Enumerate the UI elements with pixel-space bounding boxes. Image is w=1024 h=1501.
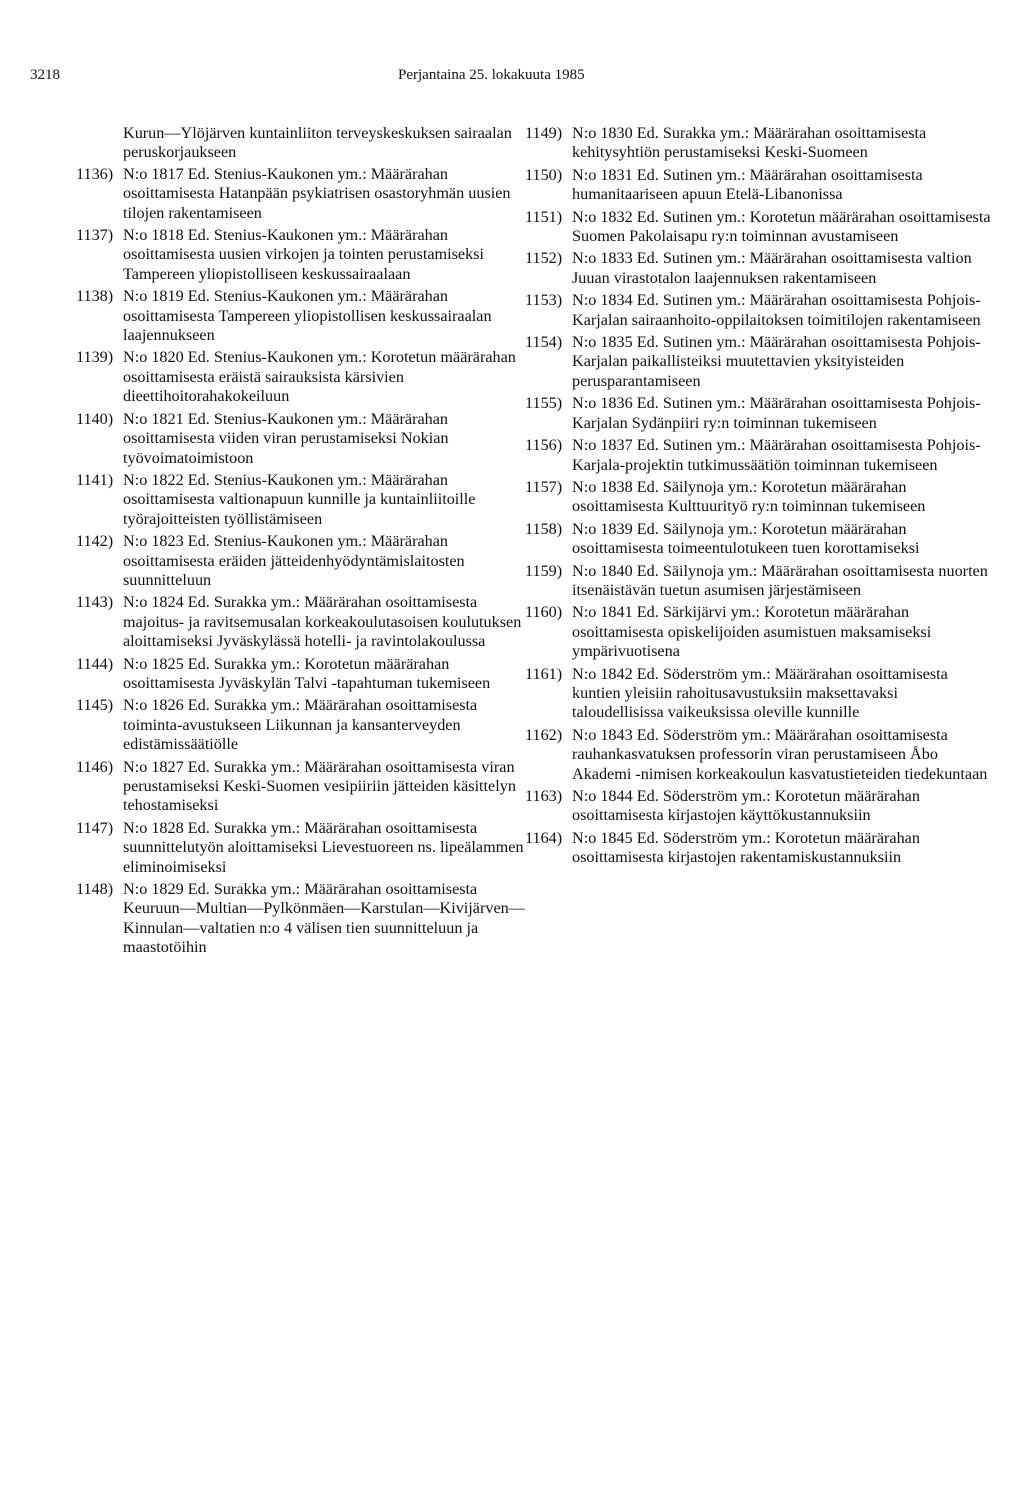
list-item [525, 249, 997, 288]
entry-text: N:o 1817 Ed. Stenius-Kaukonen ym.: Määrärahan osoittamisesta Hatanpään psykiatrisen osastoryhmän uusien tilojen rakentamiseen [123, 164, 511, 222]
entry-text: N:o 1843 Ed. Söderström ym.: Määrärahan osoittamisesta rauhankasvatuksen professorin viran perustamiseen Åbo Akademi -nimisen korkeakoulun kasvatustieteiden tiedekuntaan [572, 725, 988, 783]
list-item [76, 655, 538, 694]
list-item [525, 562, 997, 601]
entry-text: N:o 1834 Ed. Sutinen ym.: Määrärahan osoittamisesta Pohjois-Karjalan sairaanhoito-oppilaitoksen toimitilojen rakentamiseen [572, 291, 981, 329]
entry-text: N:o 1833 Ed. Sutinen ym.: Määrärahan osoittamisesta valtion Juuan virastotalon laajennuksen rakentamiseen [572, 249, 972, 287]
entry-number: 1138) [76, 287, 114, 306]
list-item [525, 520, 997, 559]
entry-text: N:o 1835 Ed. Sutinen ym.: Määrärahan osoittamisesta Pohjois-Karjalan paikallisteiksi muutettavien yksityisteiden perusparantamiseen [572, 333, 981, 390]
entry-number: 1144) [76, 654, 114, 673]
entry-text: N:o 1823 Ed. Stenius-Kaukonen ym.: Määrärahan osoittamisesta eräiden jätteidenhyödyntämislaitosten suunnitteluun [123, 532, 465, 589]
entry-number: 1154) [525, 333, 563, 352]
entry-text: N:o 1830 Ed. Surakka ym.: Määrärahan osoittamisesta kehitysyhtiön perustamiseksi Keski-Suomeen [572, 124, 927, 162]
entry-number: 1161) [525, 664, 563, 683]
entry-number: 1145) [76, 696, 114, 715]
list-item [76, 880, 538, 958]
entry-number: 1162) [525, 725, 563, 744]
entry-text: N:o 1831 Ed. Sutinen ym.: Määrärahan osoittamisesta humanitaariseen apuun Etelä-Libanonissa [572, 165, 923, 204]
entry-number: 1147) [76, 818, 114, 837]
list-item [525, 208, 997, 247]
entry-number: 1146) [76, 757, 114, 776]
list-item [76, 758, 538, 816]
entry-text: N:o 1824 Ed. Surakka ym.: Määrärahan osoittamisesta majoitus- ja ravitsemusalan korkeakoulutasoisen koulutuksen aloittamiseksi Jyväskylässä hotelli- ja ravintolakoulussa [123, 593, 522, 651]
entry-number: 1136) [76, 164, 114, 183]
entry-text: N:o 1839 Ed. Säilynoja ym.: Korotetun määrärahan osoittamisesta toimeentulotukeen tuen korottamiseksi [572, 519, 920, 558]
entry-text: N:o 1819 Ed. Stenius-Kaukonen ym.: Määrärahan osoittamisesta Tampereen yliopistollisen keskussairaalan laajennukseen [123, 287, 492, 345]
list-item [76, 532, 538, 590]
entry-text: N:o 1844 Ed. Söderström ym.: Korotetun määrärahan osoittamisesta kirjastojen käyttökustannuksiin [572, 787, 920, 825]
entry-text: N:o 1842 Ed. Söderström ym.: Määrärahan osoittamisesta kuntien yleisiin rahoitusavustuksiin maksettavaksi taloudellisissa vaikeuksissa oleville kunnille [572, 664, 948, 722]
entry-number: 1163) [525, 787, 563, 805]
entry-number: 1151) [525, 207, 563, 226]
entry-number: 1140) [76, 409, 114, 428]
list-item [525, 478, 997, 517]
entry-number: 1141) [76, 470, 114, 489]
entry-number: 1156) [525, 436, 563, 455]
entry-text: N:o 1832 Ed. Sutinen ym.: Korotetun määrärahan osoittamisesta Suomen Pakolaisapu ry:n toiminnan avustamiseen [572, 207, 991, 246]
entry-number: 1149) [525, 124, 563, 142]
list-item [76, 226, 538, 284]
page-number: 3218 [30, 67, 60, 83]
list-item [525, 394, 997, 433]
list-item [76, 410, 538, 468]
list-item [76, 819, 538, 877]
entry-number: 1152) [525, 249, 563, 268]
left-entry-list [76, 165, 538, 958]
entry-number: 1155) [525, 394, 563, 413]
list-item [76, 593, 538, 651]
entry-number: 1164) [525, 828, 563, 847]
entry-number: 1157) [525, 477, 563, 496]
entry-text: N:o 1836 Ed. Sutinen ym.: Määrärahan osoittamisesta Pohjois-Karjalan Sydänpiiri ry:n toiminnan tukemiseen [572, 394, 981, 432]
entry-number: 1159) [525, 561, 563, 580]
list-item [525, 166, 997, 205]
list-item [76, 287, 538, 345]
list-item [76, 471, 538, 529]
entry-text: N:o 1820 Ed. Stenius-Kaukonen ym.: Korotetun määrärahan osoittamisesta eräistä sairauksista kärsivien dieettihoitorahakokeiluun [123, 348, 516, 406]
list-item [525, 436, 997, 475]
list-item [525, 787, 997, 826]
list-item [76, 696, 538, 754]
entry-text: N:o 1829 Ed. Surakka ym.: Määrärahan osoittamisesta Keuruun—Multian—Pylkönmäen—Karstulan—Kivijärven—Kinnulan—valtatien n:o 4 välisen tien suunnitteluun ja maastotöihin [123, 880, 525, 957]
entry-text: N:o 1828 Ed. Surakka ym.: Määrärahan osoittamisesta suunnittelutyön aloittamiseksi Lievestuoreen ns. lipeälammen eliminoimiseksi [123, 818, 524, 876]
entry-text: N:o 1838 Ed. Säilynoja ym.: Korotetun määrärahan osoittamisesta Kulttuurityö ry:n toiminnan tukemiseen [572, 477, 926, 516]
entry-text: N:o 1837 Ed. Sutinen ym.: Määrärahan osoittamisesta Pohjois-Karjala-projektin tutkimussäätiön toiminnan tukemiseen [572, 436, 981, 474]
entry-text: N:o 1827 Ed. Surakka ym.: Määrärahan osoittamisesta viran perustamiseksi Keski-Suomen vesipiiriin jätteiden käsittelyn tehostamiseksi [123, 757, 516, 815]
entry-text: N:o 1818 Ed. Stenius-Kaukonen ym.: Määrärahan osoittamisesta uusien virkojen ja tointen perustamiseksi Tampereen yliopistolliseen keskussairaalaan [123, 226, 485, 283]
entry-text: N:o 1822 Ed. Stenius-Kaukonen ym.: Määrärahan osoittamisesta valtionapuun kunnille ja kuntainliitoille työrajoitteisten työllistämiseen [123, 470, 476, 528]
left-column [76, 124, 538, 961]
list-item [76, 348, 538, 406]
list-item [525, 291, 997, 330]
entry-number: 1160) [525, 603, 563, 622]
entry-number: 1137) [76, 226, 114, 245]
list-item [525, 726, 997, 784]
entry-text: N:o 1841 Ed. Särkijärvi ym.: Korotetun määrärahan osoittamisesta opiskelijoiden asumistuen maksamiseksi ympärivuotisena [572, 603, 932, 661]
list-item [525, 829, 997, 868]
right-column [525, 124, 997, 871]
continued-entry-text: Kurun—Ylöjärven kuntainliiton terveyskeskuksen sairaalan peruskorjaukseen [123, 124, 512, 162]
list-item [525, 603, 997, 661]
list-item [525, 333, 997, 391]
entry-number: 1150) [525, 165, 563, 184]
list-item [76, 165, 538, 223]
entry-text: N:o 1845 Ed. Söderström ym.: Korotetun määrärahan osoittamisesta kirjastojen rakentamiskustannuksiin [572, 828, 920, 867]
entry-number: 1139) [76, 348, 114, 367]
entry-number: 1158) [525, 519, 563, 538]
entry-number: 1143) [76, 593, 114, 612]
list-item [525, 124, 997, 163]
entry-number: 1153) [525, 291, 563, 310]
entry-text: N:o 1826 Ed. Surakka ym.: Määrärahan osoittamisesta toiminta-avustukseen Liikunnan ja kansanterveyden edistämissäätiölle [123, 696, 478, 754]
page-date-header: Perjantaina 25. lokakuuta 1985 [398, 67, 585, 83]
entry-text: N:o 1825 Ed. Surakka ym.: Korotetun määrärahan osoittamisesta Jyväskylän Talvi -tapahtuman tukemiseen [123, 654, 491, 692]
entry-text: N:o 1840 Ed. Säilynoja ym.: Määrärahan osoittamisesta nuorten itsenäistävän tuetun asumisen järjestämiseen [572, 561, 988, 599]
entry-number: 1142) [76, 532, 114, 551]
right-entry-list [525, 124, 997, 868]
entry-text: N:o 1821 Ed. Stenius-Kaukonen ym.: Määrärahan osoittamisesta viiden viran perustamiseksi Nokian työvoimatoimistoon [123, 409, 449, 467]
entry-number: 1148) [76, 880, 114, 899]
list-item [525, 665, 997, 723]
